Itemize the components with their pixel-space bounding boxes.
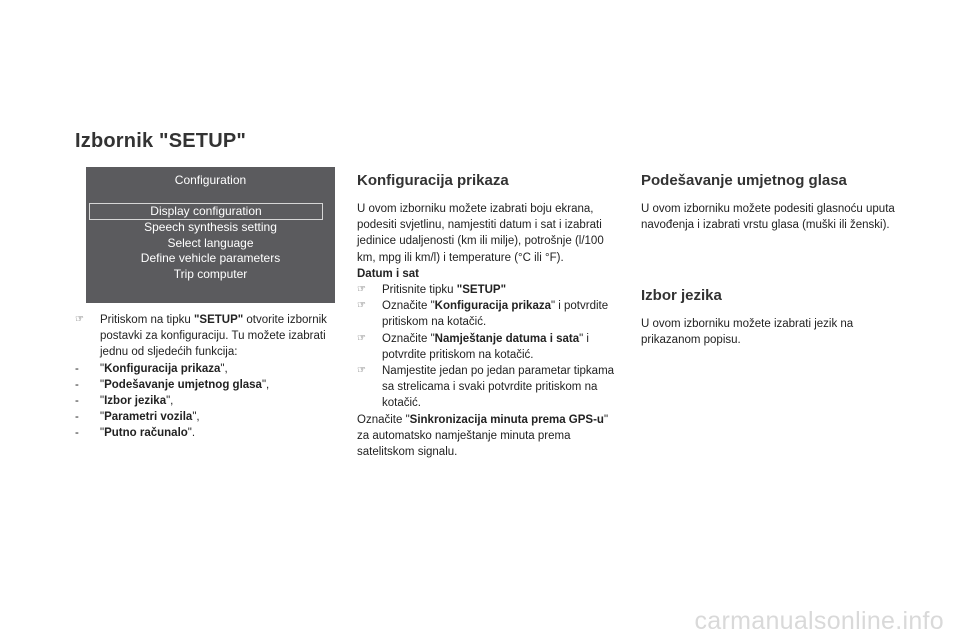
pointing-finger-icon: ☞ [357,284,366,296]
list-item: - "Parametri vozila", [75,411,200,424]
list-item: - "Podešavanje umjetnog glasa", [75,378,270,391]
screen-menu [86,203,335,282]
screen-title: Configuration [174,173,247,187]
instruction-step: ☞ Pritisnite tipku "SETUP" [357,282,617,298]
list-item: - "Konfiguracija prikaza", [75,362,228,375]
paragraph: Označite "Sinkronizacija minuta prema GPS-u" za automatsko namještanje minuta prema satelitskom signalu. [357,413,609,459]
configuration-screen-image [86,167,335,303]
voice-settings-column [641,172,906,233]
pointing-finger-icon: ☞ [357,365,366,377]
paragraph: U ovom izborniku možete izabrati boju ekrana, podesiti svjetlinu, namjestiti datum i sat i izabrati jedinice udaljenosti (km ili milje), potrošnje (l/100 km, mpg ili km/l) i temperature (°C ili °F). [357,203,604,264]
paragraph: U ovom izborniku možete podesiti glasnoću uputa navođenja i izabrati vrstu glasa (muški ili ženski). [641,203,895,232]
screen-menu-item: Trip computer [173,266,248,281]
text-bold: "SETUP" [193,314,244,326]
screen-menu-item-selected: Display configuration [89,203,323,220]
section-heading: Podešavanje umjetnog glasa [641,172,847,189]
instruction-step: ☞ Označite "Namještanje datuma i sata" i potvrdite pritiskom na kotačić. [357,332,589,361]
subheading: Datum i sat [357,267,419,280]
list-item: - "Izbor jezika", [75,395,174,408]
list-item: - "Putno računalo". [75,427,196,440]
pointing-finger-icon: ☞ [75,314,84,325]
paragraph: U ovom izborniku možete izabrati jezik na prikazanom popisu. [641,318,854,347]
text: otvorite izbornik postavki za konfiguraciju. Tu možete izabrati jednu od sljedećih funkcija: [100,314,327,359]
instruction-step: ☞ Namjestite jedan po jedan parametar tipkama sa strelicama i svaki potvrdite pritiskom na kotačić. [357,365,615,410]
page-title: Izbornik "SETUP" [75,130,247,152]
pointing-finger-icon: ☞ [357,332,366,344]
watermark: carmanualsonline.info [694,607,944,635]
section-heading: Konfiguracija prikaza [357,172,509,189]
language-column [641,287,906,348]
display-configuration-column [357,172,617,460]
instruction-step [75,312,345,361]
section-heading: Izbor jezika [641,287,722,304]
screen-menu-item: Define vehicle parameters [140,251,281,265]
pointing-finger-icon: ☞ [357,300,366,312]
screen-menu-item: Speech synthesis setting [144,220,277,234]
setup-intro-column [75,312,345,442]
screen-menu-item: Select language [167,235,254,250]
text: Pritiskom na tipku [100,314,194,326]
instruction-step: ☞ Označite "Konfiguracija prikaza" i potvrdite pritiskom na kotačić. [357,300,609,329]
